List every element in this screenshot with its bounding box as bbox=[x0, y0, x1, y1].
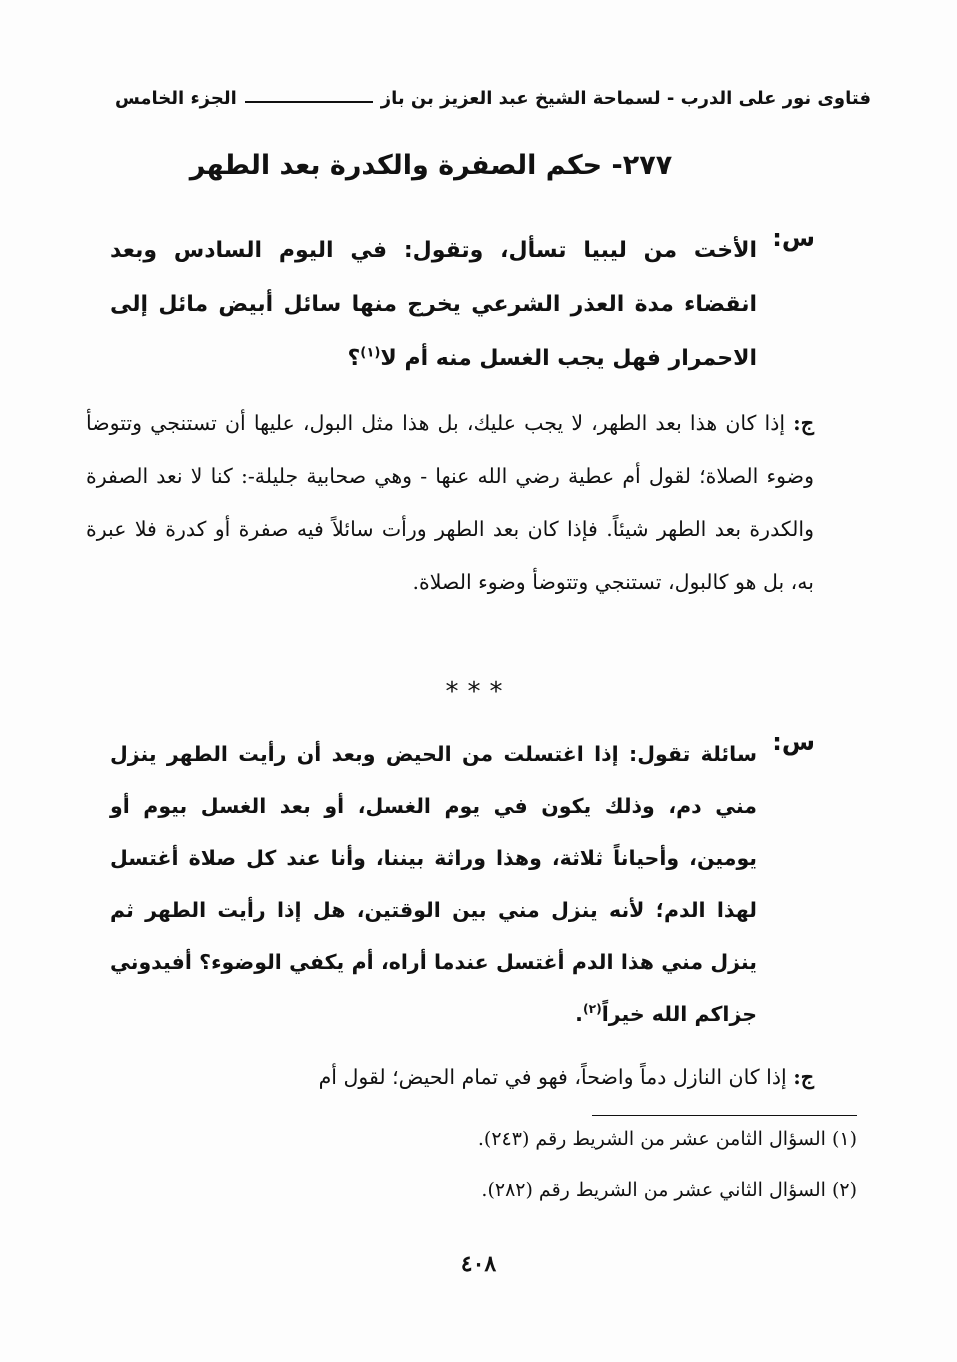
question-2-end: . bbox=[575, 1002, 583, 1026]
answer-2-text: إذا كان النازل دماً واضحاً، فهو في تمام الحيض؛ لقول أم bbox=[318, 1065, 787, 1089]
answer-label: ج: bbox=[793, 411, 814, 435]
page-number: ٤٠٨ bbox=[460, 1251, 497, 1277]
question-text bbox=[110, 728, 757, 1040]
answer-1 bbox=[86, 397, 814, 609]
footnote-rule bbox=[592, 1115, 857, 1116]
question-label: س: bbox=[772, 728, 815, 756]
question-2-text: سائلة تقول: إذا اغتسلت من الحيض وبعد أن رأيت الطهر ينزل مني دم، وذلك يكون في يوم الغسل، أو بعد الغسل بيوم أو يومين، وأحياناً ثلاثة، وهذا وراثة بيننا، وأنا عند كل صلاة أغتسل لهذا الدم؛ لأنه ينزل مني بين الوقتين، هل إذا رأيت الطهر ثم ينزل مني هذا الدم أغتسل عندما أراه، أم يكفي الوضوء؟ أفيدوني جزاكم الله خيراً bbox=[110, 742, 757, 1026]
answer-label: ج: bbox=[793, 1065, 814, 1089]
question-1-end: ؟ bbox=[347, 346, 361, 371]
question-2 bbox=[110, 728, 815, 1040]
answer-1-text: إذا كان هذا بعد الطهر، لا يجب عليك، بل هذا مثل البول، عليها أن تستنجي وتتوضأ وضوء الصلاة؛ لقول أم عطية رضي الله عنها - وهي صحابية جليلة-: كنا لا نعد الصفرة والكدرة بعد الطهر شيئاً. فإذا كان بعد الطهر ورأت سائلاً فيه صفرة أو كدرة فلا عبرة به، بل هو كالبول، تستنجي وتتوضأ وضوء الصلاة. bbox=[86, 411, 814, 594]
running-header bbox=[86, 88, 871, 109]
header-rule bbox=[245, 101, 373, 103]
footnote-ref-1: (١) bbox=[360, 345, 381, 361]
question-label: س: bbox=[772, 224, 815, 252]
section-separator: *** bbox=[445, 677, 512, 707]
question-1-text: الأخت من ليبيا تسأل، وتقول: في اليوم السادس وبعد انقضاء مدة العذر الشرعي يخرج منها سائل أبيض مائل إلى الاحمرار فهل يجب الغسل منه أم لا bbox=[110, 238, 757, 371]
book-title: فتاوى نور على الدرب - لسماحة الشيخ عبد العزيز بن باز bbox=[380, 88, 871, 109]
volume-label: الجزء الخامس bbox=[114, 88, 237, 109]
footnote-ref-2: (٢) bbox=[582, 1002, 602, 1017]
question-1 bbox=[110, 224, 815, 386]
footnote-1: (١) السؤال الثامن عشر من الشريط رقم (٢٤٣). bbox=[477, 1128, 857, 1150]
answer-2 bbox=[86, 1051, 814, 1104]
fatwa-title: ٢٧٧- حكم الصفرة والكدرة بعد الطهر bbox=[189, 150, 673, 181]
question-text bbox=[110, 224, 757, 386]
footnote-2: (٢) السؤال الثاني عشر من الشريط رقم (٢٨٢). bbox=[481, 1179, 857, 1201]
